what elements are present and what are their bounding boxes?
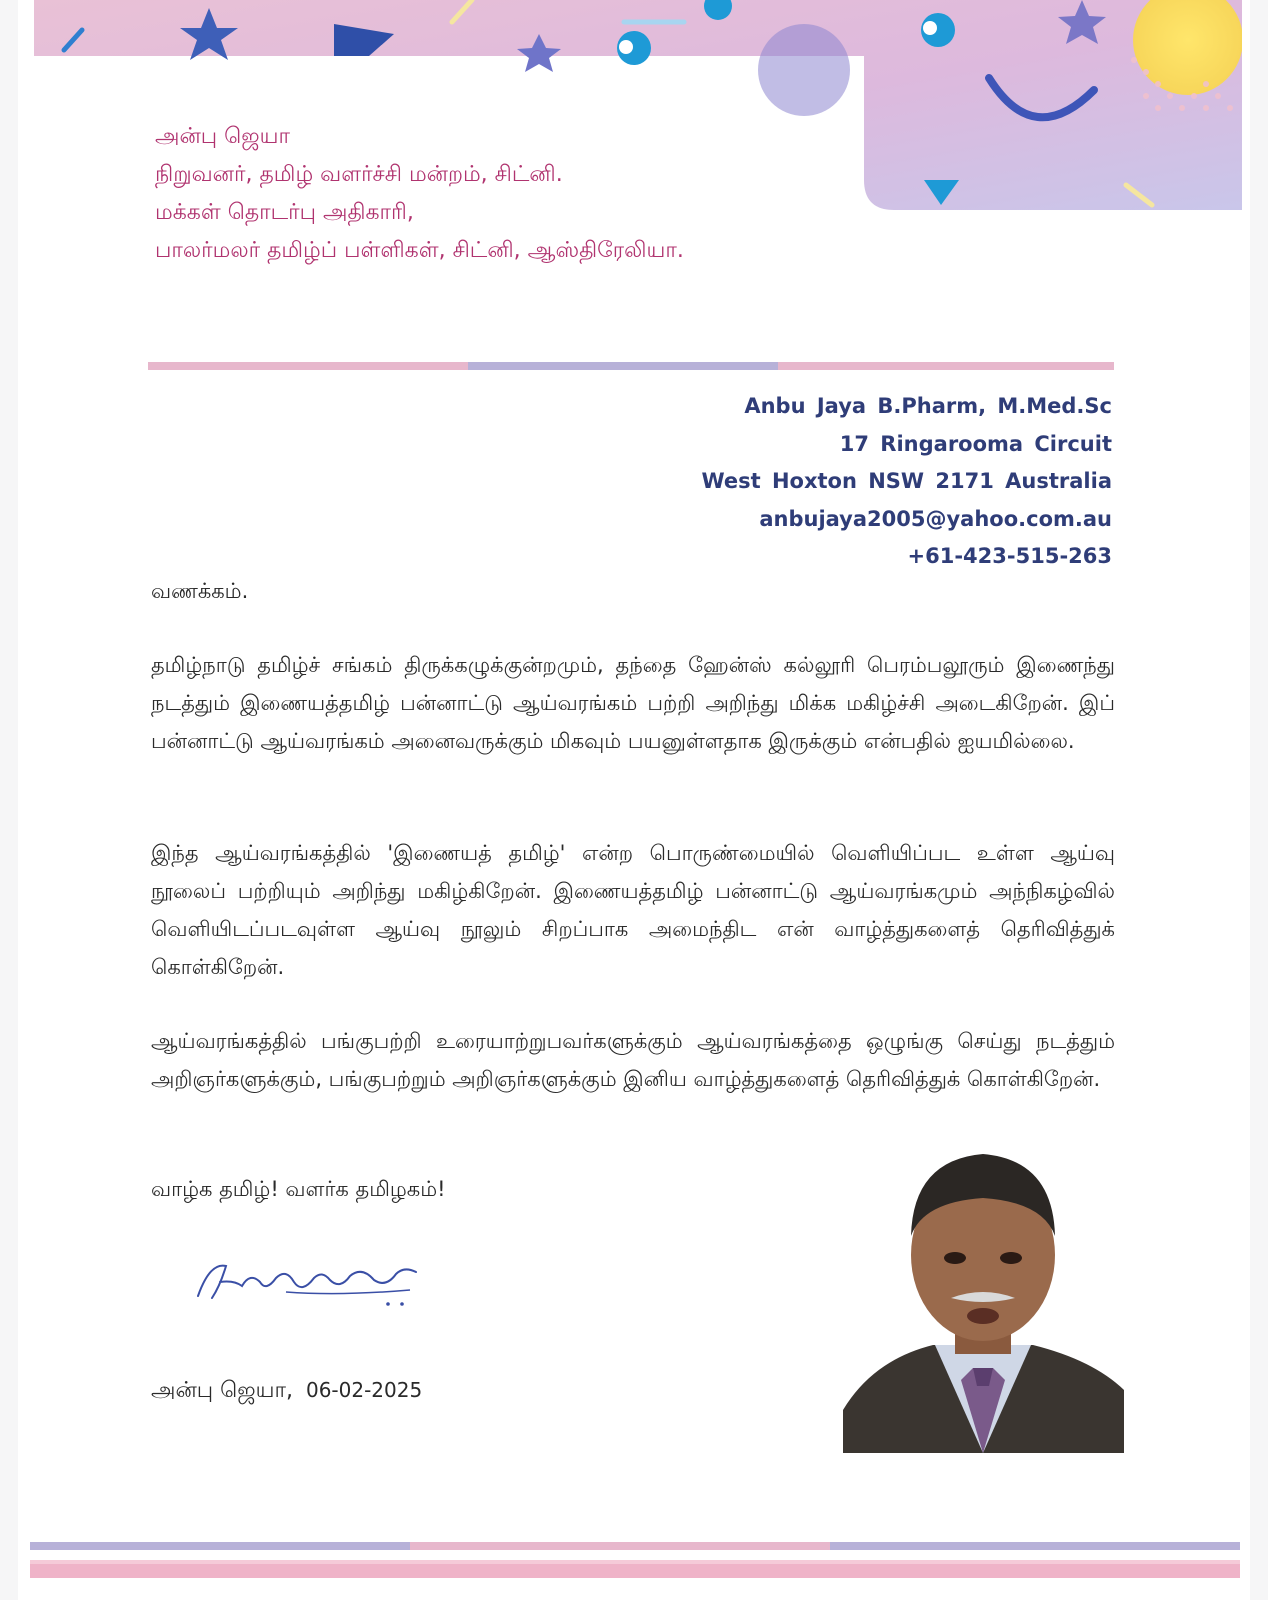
paragraph-1: தமிழ்நாடு தமிழ்ச் சங்கம் திருக்கழுக்குன்றமும், தந்தை ஹேன்ஸ் கல்லூரி பெரம்பலூரும் இணைந்து நடத்தும் இணையத்தமிழ் பன்னாட்டு ஆய்வரங்கம் பற்றி அறிந்து மிக்க மகிழ்ச்சி அடைகிறேன். இப் பன்னாட்டு ஆய்வரங்கம் அனைவருக்கும் மிகவும் பயனுள்ளதாக இருக்கும் என்பதில் ஐயமில்லை. <box>151 653 1115 753</box>
signoff <box>151 1378 422 1406</box>
handwritten-signature <box>190 1252 425 1312</box>
sender-street: 17 Ringarooma Circuit <box>839 431 1112 456</box>
sender-email: anbujaya2005@yahoo.com.au <box>759 506 1112 531</box>
sender-address <box>701 388 1112 576</box>
paragraph-2: இந்த ஆய்வரங்கத்தில் 'இணையத் தமிழ்' என்ற பொருண்மையில் வெளியிப்பட உள்ள ஆய்வு நூலைப் பற்றியும் அறிந்து மகிழ்கிறேன். இணையத்தமிழ் பன்னாட்டு ஆய்வரங்கமும் அந்நிகழ்வில் வெளியிடப்படவுள்ள ஆய்வு நூலும் சிறப்பாக அமைந்திட என் வாழ்த்துகளைத் தெரிவித்துக் கொள்கிறேன். <box>151 841 1115 979</box>
header-divider <box>148 362 1114 370</box>
closing-line: வாழ்க தமிழ்! வளர்க தமிழகம்! <box>151 1177 446 1201</box>
sender-phone: +61-423-515-263 <box>907 544 1112 568</box>
footer-divider <box>30 1542 1240 1578</box>
letterhead-block <box>155 118 684 270</box>
signoff-date: 06-02-2025 <box>305 1378 423 1402</box>
sender-name: Anbu Jaya B.Pharm, M.Med.Sc <box>744 394 1112 418</box>
letterhead-organization: பாலர்மலர் தமிழ்ப் பள்ளிகள், சிட்னி, ஆஸ்திரேலியா. <box>155 238 684 263</box>
paragraph-3: ஆய்வரங்கத்தில் பங்குபற்றி உரையாற்றுபவர்களுக்கும் ஆய்வரங்கத்தை ஒழுங்கு செய்து நடத்தும் அறிஞர்களுக்கும், பங்குபற்றும் அறிஞர்களுக்கும் இனிய வாழ்த்துகளைத் தெரிவித்துக் கொள்கிறேன். <box>151 1029 1115 1091</box>
signoff-name: அன்பு ஜெயா, <box>151 1378 293 1403</box>
letterhead-name: அன்பு ஜெயா <box>155 124 290 149</box>
sender-city: West Hoxton NSW 2171 Australia <box>701 469 1112 493</box>
portrait-photo <box>843 1140 1124 1453</box>
letterhead-role-founder: நிறுவனர், தமிழ் வளர்ச்சி மன்றம், சிட்னி. <box>155 162 563 187</box>
greeting: வணக்கம். <box>151 579 249 603</box>
letterhead-role-pr: மக்கள் தொடர்பு அதிகாரி, <box>155 200 414 225</box>
